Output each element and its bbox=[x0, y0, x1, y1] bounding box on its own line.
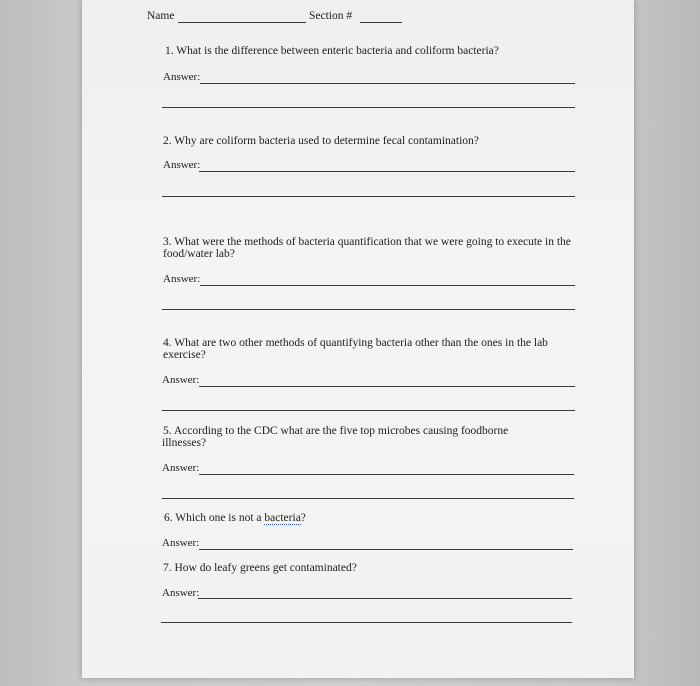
answer-3-line-2[interactable] bbox=[162, 309, 575, 310]
section-label: Section # bbox=[309, 10, 353, 22]
answer-1-line-1[interactable] bbox=[200, 83, 575, 84]
question-2-text: 2. Why are coliform bacteria used to determine fecal contamination? bbox=[163, 135, 479, 147]
answer-7-label: Answer: bbox=[162, 587, 200, 599]
answer-3-label: Answer: bbox=[163, 273, 201, 285]
answer-1-line-2[interactable] bbox=[162, 107, 575, 108]
question-7-text: 7. How do leafy greens get contaminated? bbox=[163, 562, 357, 574]
answer-4-line-2[interactable] bbox=[162, 410, 575, 411]
section-field-line[interactable] bbox=[360, 22, 402, 23]
answer-2-line-2[interactable] bbox=[162, 196, 575, 197]
answer-5-line-1[interactable] bbox=[199, 474, 574, 475]
name-label: Name bbox=[147, 10, 175, 22]
answer-5-label: Answer: bbox=[162, 462, 200, 474]
question-4-text-line-1: 4. What are two other methods of quantifying bacteria other than the ones in the lab bbox=[163, 337, 548, 349]
question-3-text-line-2: food/water lab? bbox=[163, 248, 235, 260]
answer-6-line-1[interactable] bbox=[199, 549, 573, 550]
question-3-text-line-1: 3. What were the methods of bacteria quantification that we were going to execute in the bbox=[163, 236, 571, 248]
question-4-text-line-2: exercise? bbox=[163, 349, 206, 361]
answer-2-line-1[interactable] bbox=[199, 171, 575, 172]
answer-7-line-2[interactable] bbox=[161, 622, 572, 623]
answer-3-line-1[interactable] bbox=[200, 285, 575, 286]
question-1-text: 1. What is the difference between enteric bacteria and coliform bacteria? bbox=[165, 45, 499, 57]
question-6-text bbox=[164, 512, 306, 525]
question-5-text-line-1: 5. According to the CDC what are the five top microbes causing foodborne bbox=[163, 425, 509, 437]
answer-5-line-2[interactable] bbox=[162, 498, 574, 499]
question-6-suffix: ? bbox=[300, 512, 306, 524]
answer-1-label: Answer: bbox=[163, 71, 201, 83]
bacteria-link[interactable]: bacteria bbox=[264, 512, 301, 524]
answer-7-line-1[interactable] bbox=[198, 598, 572, 599]
answer-4-line-1[interactable] bbox=[199, 386, 575, 387]
question-5-text-line-2: illnesses? bbox=[162, 437, 207, 449]
question-6-prefix: 6. Which one is not a bbox=[164, 512, 265, 524]
answer-4-label: Answer: bbox=[162, 374, 200, 386]
name-field-line[interactable] bbox=[178, 22, 306, 23]
answer-2-label: Answer: bbox=[163, 159, 201, 171]
answer-6-label: Answer: bbox=[162, 537, 200, 549]
